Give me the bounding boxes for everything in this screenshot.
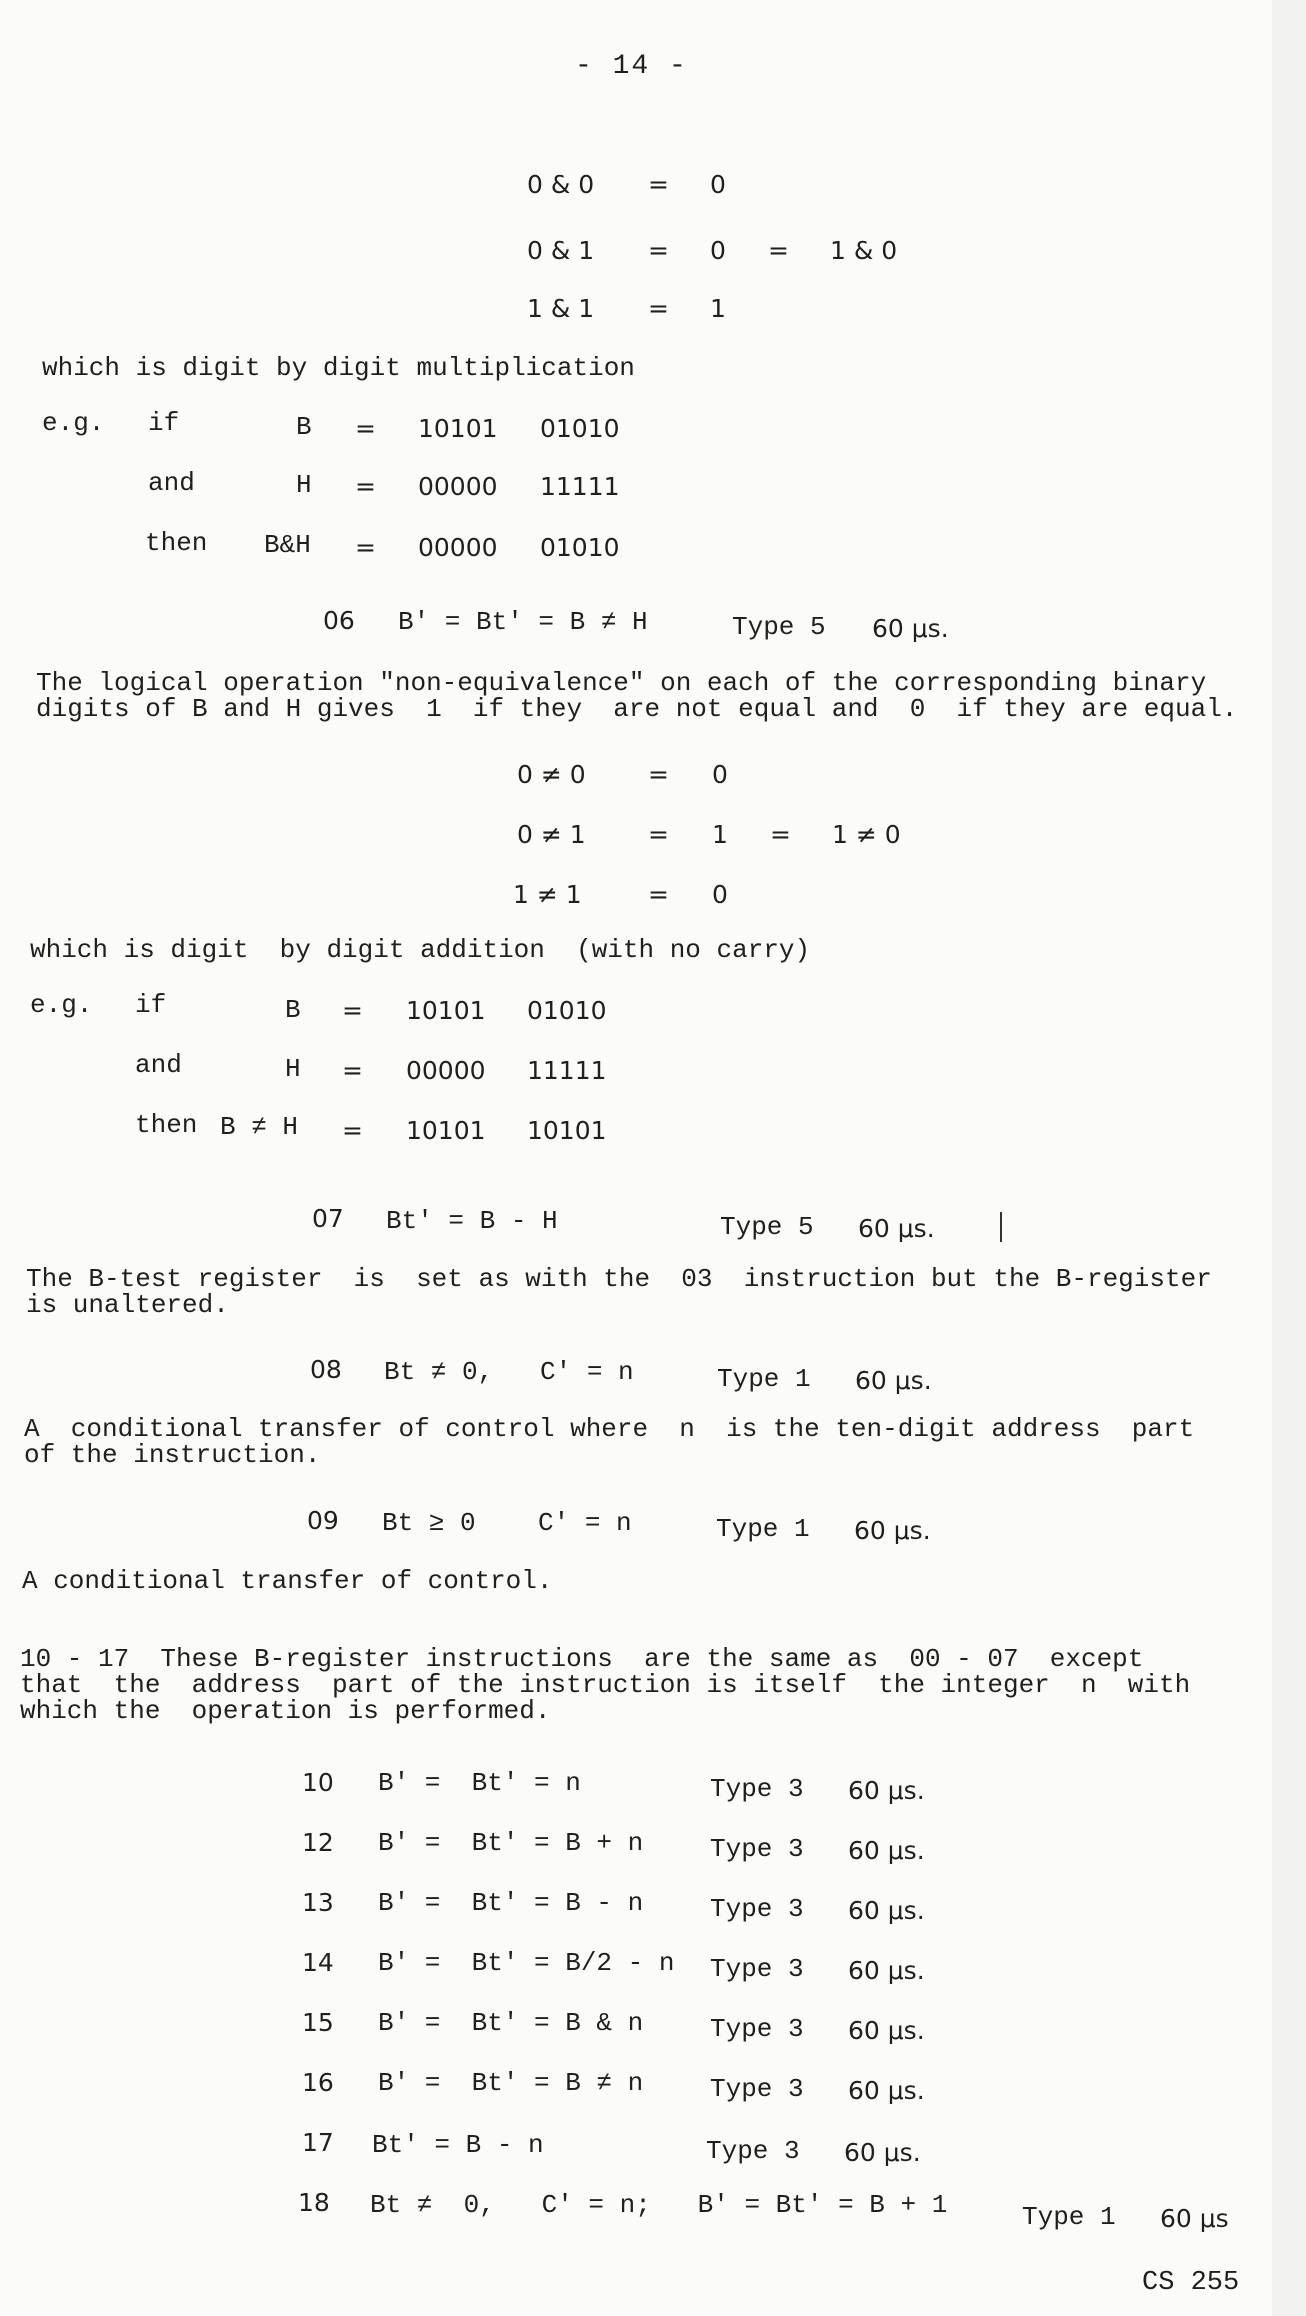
and-truth-rhs: 0 [710,170,726,199]
instr-09-code: 09 [307,1506,339,1535]
and-example-eg: e.g. [42,408,105,438]
and-truth-lhs: 1 & 1 [527,294,595,323]
group-instr-type: Type 3 [710,1954,804,1984]
and-truth-lhs: 0 & 0 [527,170,595,199]
neq-truth-lhs: 1 ≠ 1 [513,880,582,909]
group-instr-type: Type 3 [710,1894,804,1924]
page-edge-shadow [1272,0,1306,2316]
instr-06-desc-line: The logical operation "non-equivalence" on each of the corresponding binary [36,668,1207,698]
instr-07-type: Type 5 [720,1212,814,1242]
instr-08-type: Type 1 [717,1364,811,1394]
instr-06-code: 06 [323,606,355,635]
neq-example-word: and [135,1050,182,1080]
group-instr-time: 60 μs. [848,1896,925,1925]
and-example-v2: 01010 [540,414,620,443]
and-example-name: B&H [264,530,311,560]
instr-09-type: Type 1 [716,1514,810,1544]
and-example-eq: = [355,414,376,443]
group-instr-time: 60 μs. [848,1956,925,1985]
neq-truth-eq: = [648,880,669,909]
group-instr-time: 60 μs. [848,2016,925,2045]
and-example-v2: 11111 [540,472,620,501]
group-instr-expr: B' = Bt' = B + n [378,1828,644,1858]
and-truth-rhs2: 1 & 0 [830,236,898,265]
group-instr-code: 12 [302,1828,334,1857]
group-instr-time: 60 μs. [848,1776,925,1805]
group-instr-expr: B' = Bt' = B & n [378,2008,644,2038]
neq-note: which is digit by digit addition (with no carry) [30,935,811,965]
neq-example-name: B [285,995,301,1025]
and-example-word: and [148,468,195,498]
neq-truth-eq: = [648,760,669,789]
instr-08-code: 08 [310,1355,342,1384]
group-instr-code: 10 [302,1768,334,1797]
and-truth-rhs: 1 [710,294,726,323]
and-truth-lhs: 0 & 1 [527,236,595,265]
and-note: which is digit by digit multiplication [42,353,635,383]
and-truth-eq2: = [768,236,789,265]
group-instr-expr: B' = Bt' = B ≠ n [378,2068,644,2098]
instr-18-expr: Bt ≠ 0, C' = n; B' = Bt' = B + 1 [370,2190,948,2220]
group-instr-expr: B' = Bt' = n [378,1768,581,1798]
instr-08-time: 60 μs. [855,1366,932,1395]
and-example-name: H [296,470,312,500]
neq-truth-rhs: 0 [712,760,728,789]
and-example-name: B [296,412,312,442]
instr-07-time: 60 μs. [858,1214,935,1243]
group-instr-expr: Bt' = B - n [372,2130,544,2160]
and-truth-eq: = [648,236,669,265]
and-truth-eq: = [648,170,669,199]
group-instr-code: 16 [302,2068,334,2097]
neq-example-v2: 01010 [527,996,607,1025]
neq-truth-lhs: 0 ≠ 1 [517,820,586,849]
and-example-word: then [145,528,208,558]
neq-example-v1: 10101 [406,1116,486,1145]
neq-truth-eq: = [648,820,669,849]
neq-example-v1: 10101 [406,996,486,1025]
instr-09-time: 60 μs. [854,1516,931,1545]
neq-truth-lhs: 0 ≠ 0 [517,760,586,789]
neq-example-name: B ≠ H [220,1112,299,1142]
instr-18-code: 18 [298,2188,330,2217]
group-instr-code: 15 [302,2008,334,2037]
neq-truth-rhs: 1 [712,820,728,849]
and-example-v2: 01010 [540,533,620,562]
instr-07-code: 07 [312,1204,344,1233]
group-instr-time: 60 μs. [848,1836,925,1865]
instr-07-desc-line: is unaltered. [26,1290,229,1320]
neq-example-name: H [285,1054,301,1084]
instr-06-desc-line: digits of B and H gives 1 if they are not equal and 0 if they are equal. [36,694,1238,724]
neq-example-eq: = [342,1116,363,1145]
group-instr-time: 60 μs. [848,2076,925,2105]
group-instr-type: Type 3 [710,2014,804,2044]
and-truth-rhs: 0 [710,236,726,265]
neq-example-v2: 10101 [527,1116,607,1145]
instr-08-expr: Bt ≠ 0, C' = n [384,1357,634,1387]
instr-08-desc-line: of the instruction. [24,1440,321,1470]
page-number: - 14 - [575,51,688,82]
and-example-v1: 00000 [418,533,498,562]
instr-07-expr: Bt' = B - H [386,1206,558,1236]
and-example-v1: 00000 [418,472,498,501]
neq-truth-rhs: 0 [712,880,728,909]
neq-example-eg: e.g. [30,990,93,1020]
and-example-eq: = [355,533,376,562]
group-10-17-desc-line: which the operation is performed. [20,1696,551,1726]
instr-18-time: 60 μs [1160,2204,1229,2233]
group-instr-type: Type 3 [710,1774,804,1804]
group-instr-code: 14 [302,1948,334,1977]
document-reference: CS 255 [1142,2268,1240,2298]
neq-truth-eq2: = [770,820,791,849]
group-instr-code: 17 [302,2128,334,2157]
and-example-eq: = [355,472,376,501]
group-instr-expr: B' = Bt' = B - n [378,1888,644,1918]
margin-mark [1000,1212,1002,1242]
neq-example-eq: = [342,1056,363,1085]
instr-09-expr: Bt ≥ 0 C' = n [382,1508,632,1538]
instr-06-expr: B' = Bt' = B ≠ H [398,607,648,637]
group-instr-expr: B' = Bt' = B/2 - n [378,1948,675,1978]
instr-18-type: Type 1 [1022,2202,1116,2232]
neq-example-v2: 11111 [527,1056,607,1085]
neq-example-eq: = [342,996,363,1025]
neq-example-word: if [135,990,167,1020]
neq-example-word: then [135,1110,198,1140]
group-instr-code: 13 [302,1888,334,1917]
group-instr-time: 60 μs. [844,2138,921,2167]
instr-08-desc-line: A conditional transfer of control where n is the ten-digit address part [24,1414,1195,1444]
group-10-17-desc-line: that the address part of the instruction is itself the integer n with [20,1670,1191,1700]
group-instr-type: Type 3 [706,2136,800,2166]
group-instr-type: Type 3 [710,2074,804,2104]
instr-06-time: 60 μs. [872,614,949,643]
neq-example-v1: 00000 [406,1056,486,1085]
group-10-17-desc-line: 10 - 17 These B-register instructions are the same as 00 - 07 except [20,1644,1144,1674]
instr-07-desc-line: The B-test register is set as with the 03 instruction but the B-register [26,1264,1212,1294]
instr-09-desc-line: A conditional transfer of control. [22,1566,553,1596]
instr-06-type: Type 5 [732,612,826,642]
neq-truth-rhs2: 1 ≠ 0 [832,820,901,849]
and-example-word: if [148,408,180,438]
and-truth-eq: = [648,294,669,323]
and-example-v1: 10101 [418,414,498,443]
group-instr-type: Type 3 [710,1834,804,1864]
